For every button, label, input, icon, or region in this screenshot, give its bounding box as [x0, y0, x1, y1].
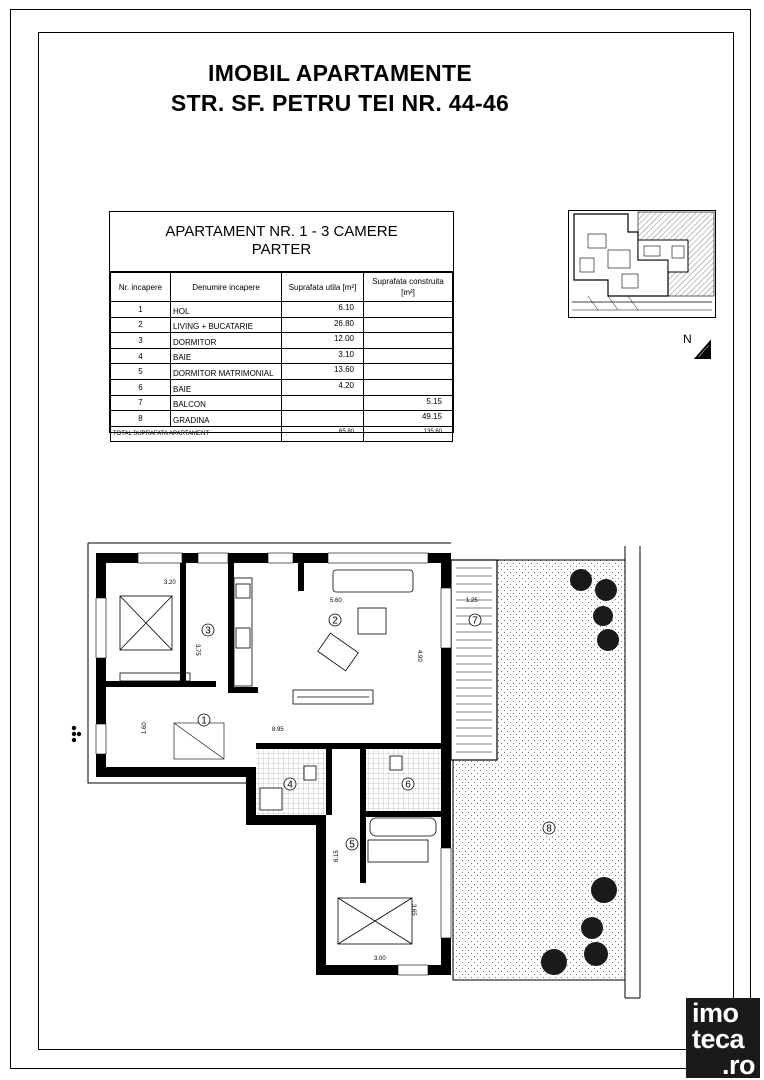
room-number: 4	[287, 779, 293, 791]
dim-label: 8.95	[272, 727, 284, 733]
imoteca-logo	[686, 998, 760, 1078]
room-name: DORMITOR	[171, 333, 282, 349]
room-su: 6.10	[282, 302, 364, 318]
col-header-nr: Nr. incapere	[111, 273, 171, 302]
room-name: LIVING + BUCATARIE	[171, 317, 282, 333]
room-nr: 7	[111, 395, 171, 411]
north-arrow	[680, 330, 716, 366]
room-su: 13.60	[282, 364, 364, 380]
table-row	[111, 302, 453, 318]
total-sc: 135.60	[364, 426, 453, 442]
room-sc	[364, 317, 453, 333]
table-row	[111, 395, 453, 411]
dim-label: 4.90	[416, 650, 422, 662]
room-number: 5	[349, 839, 355, 851]
table-header-row	[111, 273, 453, 302]
col-header-sc: Suprafata construita [m²]	[364, 273, 453, 302]
room-su: 3.10	[282, 348, 364, 364]
kitchen-counter	[234, 578, 252, 686]
room-name: HOL	[171, 302, 282, 318]
logo-line3: .ro	[722, 1050, 756, 1080]
table-row	[111, 317, 453, 333]
dim-label: 5.60	[330, 598, 342, 604]
bathroom-6	[366, 749, 441, 836]
table-row	[111, 333, 453, 349]
bed-room-3	[120, 596, 190, 681]
room-sc: 49.15	[364, 411, 453, 427]
dim-label: 3.00	[374, 956, 386, 962]
dim-label: 3.65	[410, 904, 416, 916]
floor-plan	[68, 538, 668, 1008]
table-row	[111, 364, 453, 380]
room-nr: 8	[111, 411, 171, 427]
room-name: BALCON	[171, 395, 282, 411]
room-sc	[364, 379, 453, 395]
room-sc	[364, 348, 453, 364]
living-furniture	[293, 570, 413, 704]
col-header-name: Denumire incapere	[171, 273, 282, 302]
room-sc	[364, 364, 453, 380]
table-row	[111, 379, 453, 395]
table-heading-apartment: APARTAMENT NR. 1 - 3 CAMERE	[165, 223, 398, 240]
dim-label: 1.25	[466, 598, 478, 604]
bed-room-5	[338, 840, 428, 944]
balcony-area	[451, 560, 497, 760]
room-nr: 2	[111, 317, 171, 333]
room-name: BAIE	[171, 379, 282, 395]
page-title-line2: STR. SF. PETRU TEI NR. 44-46	[170, 90, 510, 116]
north-arrow-icon	[680, 330, 716, 366]
room-su	[282, 411, 364, 427]
room-sc	[364, 333, 453, 349]
entrance-icon	[72, 726, 81, 742]
dim-label: 6.15	[334, 850, 340, 862]
logo-line2: teca	[692, 1024, 745, 1054]
room-list-table	[110, 272, 453, 442]
dim-label: 1.60	[142, 722, 148, 734]
room-su	[282, 395, 364, 411]
room-nr: 6	[111, 379, 171, 395]
table-total-row	[111, 426, 453, 442]
room-sc: 5.15	[364, 395, 453, 411]
room-number: 8	[546, 823, 552, 835]
room-number: 7	[472, 615, 478, 627]
col-header-su: Suprafata utila [m²]	[282, 273, 364, 302]
room-nr: 3	[111, 333, 171, 349]
page-title-line1: IMOBIL APARTAMENTE	[208, 60, 472, 86]
room-number: 3	[205, 625, 211, 637]
table-heading-floor: PARTER	[251, 241, 312, 258]
room-name: DORMITOR MATRIMONIAL	[171, 364, 282, 380]
total-label: TOTAL SUPRAFATA APARTAMENT	[111, 426, 282, 442]
table-heading	[110, 212, 453, 272]
room-su: 12.00	[282, 333, 364, 349]
dim-label: 3.20	[164, 580, 176, 586]
north-label: N	[683, 332, 692, 346]
room-name: GRADINA	[171, 411, 282, 427]
room-number: 6	[405, 779, 411, 791]
wardrobe-hall	[174, 723, 224, 759]
table-row	[111, 348, 453, 364]
table-row	[111, 411, 453, 427]
room-nr: 5	[111, 364, 171, 380]
room-table	[109, 211, 454, 437]
logo-line1: imo	[692, 998, 739, 1028]
room-su: 26.80	[282, 317, 364, 333]
room-number: 1	[201, 715, 207, 727]
room-number: 2	[332, 615, 338, 627]
room-sc	[364, 302, 453, 318]
room-nr: 4	[111, 348, 171, 364]
room-nr: 1	[111, 302, 171, 318]
room-su: 4.20	[282, 379, 364, 395]
key-plan	[568, 210, 716, 318]
room-name: BAIE	[171, 348, 282, 364]
total-su: 65.80	[282, 426, 364, 442]
dim-label: 3.75	[194, 644, 200, 656]
